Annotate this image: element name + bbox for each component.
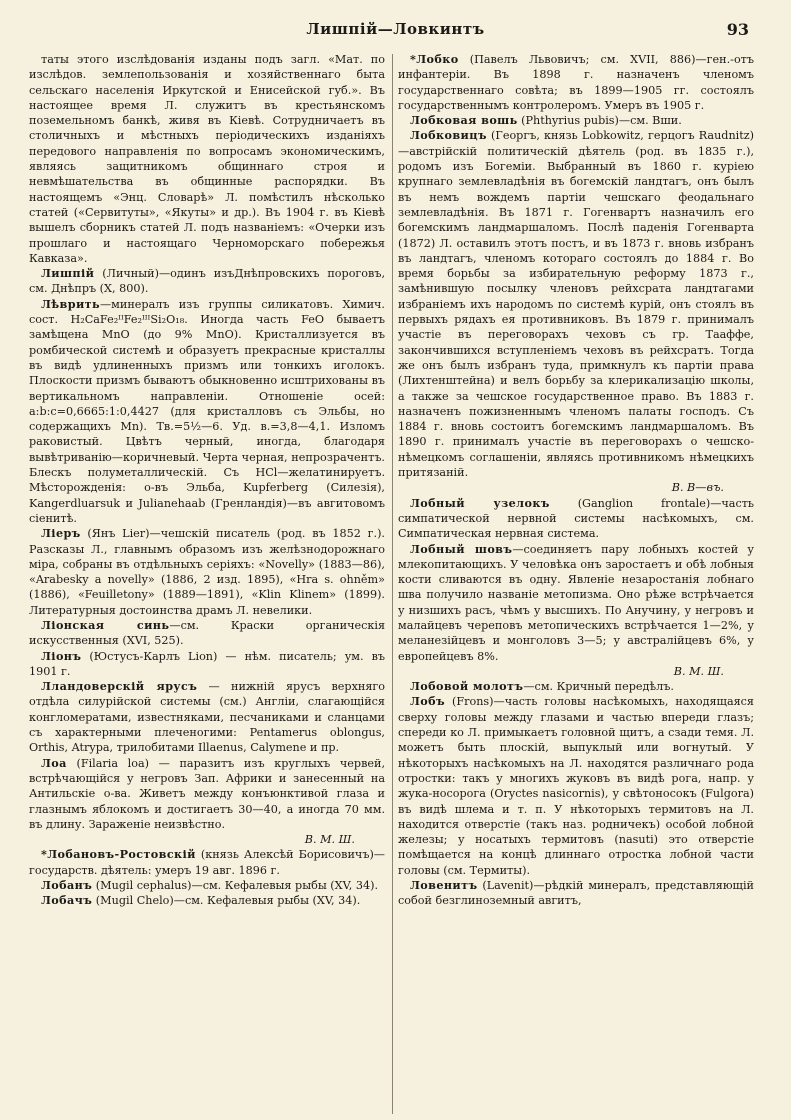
entry-text: (Личный)—одинъ изъДнѣпровскихъ пороговъ, см. Днѣпръ (X, 800). [29, 267, 385, 296]
dictionary-entry [29, 52, 385, 266]
entry-text: (Phthyrius pubis)—см. Вши. [517, 114, 682, 128]
entry-headword: *Лобко [410, 52, 459, 66]
entry-headword: Лобанъ [41, 878, 93, 893]
dictionary-entry [398, 113, 754, 128]
entry-headword: Лобачъ [41, 893, 93, 908]
column-divider [392, 54, 393, 1114]
entry-headword: *Лобановъ-Ростовскій [41, 847, 196, 862]
dictionary-entry [398, 52, 754, 113]
entry-text: (Юстусъ-Карлъ Lion) — нѣм. писатель; ум. въ 1901 г. [29, 649, 385, 678]
entry-headword: Лишпій [41, 266, 95, 281]
dictionary-entry [398, 496, 754, 542]
entry-text: —см. Краски органическія искусственныя (XVI, 525). [29, 618, 386, 648]
entry-headword: Ліеръ [41, 526, 81, 541]
entry-headword: Лобовой молотъ [410, 679, 524, 694]
dictionary-entry [29, 618, 385, 649]
entry-text: таты этого изслѣдованія изданы подъ загл. «Мат. по изслѣдов. землепользованія и хозяйственнаго быта сельскаго населенія Иркутской и Енисейской губ.». Въ настоящее время Л. служитъ въ крестьянскомъ поземельномъ банкѣ, живя въ Кіевѣ. Сотрудничаетъ въ столичныхъ и мѣстныхъ періодическихъ изданіяхъ передового направленія по вопросамъ экономическимъ, являясь защитникомъ общиннаго строя и невмѣшательства въ общинные распорядки. Въ настоящемъ «Энц. Словарѣ» Л. помѣстилъ нѣсколько статей («Сервитуты», «Якуты» и др.). Въ 1904 г. въ Кіевѣ вышелъ сборникъ статей Л. подъ названіемъ: «Очерки изъ прошлаго и настоящаго Черноморскаго побережья Кавказа». [29, 53, 385, 265]
dictionary-entry [29, 526, 385, 618]
entry-headword: Лобковая вошь [410, 113, 518, 128]
entry-text: —см. Кричный передѣлъ. [523, 680, 674, 694]
dictionary-entry [398, 878, 754, 909]
entry-text: (Mugil cephalus)—см. Кефалевыя рыбы (XV, 34). [92, 879, 379, 893]
entry-text: (князь Алексѣй Борисовичъ)—государств. дѣятель: умеръ 19 авг. 1896 г. [29, 848, 385, 877]
dictionary-entry [398, 679, 754, 694]
dictionary-entry [29, 756, 385, 832]
entry-headword: Ліонъ [41, 648, 82, 663]
dictionary-entry [398, 128, 754, 480]
left-column [29, 52, 385, 909]
entry-text: —соединяетъ пару лобныхъ костей у млекопитающихъ. У человѣка онъ заростаетъ и обѣ лобныя кости сливаются въ одну. Явленіе незаростанія лобнаго шва получило названіе метопизма. Оно рѣже встрѣчается у низшихъ расъ, чѣмъ у высшихъ. По Анучину, у негровъ и малайцевъ череповъ метопическихъ встрѣчается 1—2%, у меланезійцевъ и монголовъ 3—5; у австралійцевъ 6%, у европейцевъ 8%. [398, 542, 754, 663]
dictionary-entry [29, 847, 385, 878]
entry-text: (Frons)—часть головы насѣкомыхъ, находящаяся сверху головы между глазами и частью впереди глазъ; спереди ко Л. примыкаетъ головной щитъ, а сзади темя. Л. можетъ быть плоскій, выпуклый или вогнутый. У нѣкоторыхъ насѣкомыхъ на Л. находятся различнаго рода отростки: такъ у многихъ жуковъ въ видѣ рога, напр. у жука-носорога (Oryctes nasicornis), у свѣтоносокъ (Fulgora) въ видѣ шлема и т. п. У нѣкоторыхъ термитовъ на Л. находится отверстіе (такъ наз. родничекъ) особой лобной железы; у носатыхъ термитовъ (nasuti) это отверстіе помѣщается на концѣ длиннаго отростка лобной части головы (см. Термиты). [398, 695, 754, 877]
page-header [30, 20, 761, 44]
entry-text: —минералъ изъ группы силикатовъ. Химич. сост. H₂CaFe₂ᴵᴵFe₂ᴵᴵᴵSi₂O₁₈. Иногда часть FeO бываетъ замѣщена MnO (до 9% MnO). Кристаллизуется въ ромбической системѣ и образуетъ прекрасные кристаллы въ видѣ удлиненныхъ призмъ или тонкихъ иголокъ. Плоскости призмъ бываютъ обыкновенно исштрихованы въ вертикальномъ направленіи. Отношеніе осей: a:b:c=0,6665:1:0,4427 (для кристалловъ съ Эльбы, но содержащихъ Mn). Тв.=5½—6. Уд. в.=3,8—4,1. Изломъ раковистый. Цвѣтъ черный, иногда, благодаря вывѣтриванію—коричневый. Черта черная, непрозрачентъ. Блескъ полуметаллическій. Съ HCl—желатинируетъ. Мѣсторожденія: о-въ Эльба, Kupferberg (Силезія), Kangerdluarsuk и Julianehaab (Гренландія)—въ авгитовомъ сіенитѣ. [29, 297, 385, 525]
entry-text: (Lavenit)—рѣдкій минералъ, представляющій собой безглиноземный авгитъ, [398, 879, 754, 908]
entry-headword: Лобный шовъ [410, 541, 513, 556]
entry-headword: Лландоверскій ярусъ [41, 679, 198, 694]
entry-headword: Лоа [41, 755, 67, 770]
author-signature: В. М. Ш. [673, 664, 724, 678]
right-column [398, 52, 754, 909]
page-number: 93 [726, 20, 749, 39]
entry-text: (Янъ Lier)—чешскій писатель (род. въ 1852 г.). Разсказы Л., главнымъ образомъ изъ желѣзнодорожнаго міра, собраны въ отдѣльныхъ серіяхъ: «Novelly» (1883—86), «Arabesky a novelly» (1886, 2 изд. 1895), «Hra s. ohněm» (1886), «Feuilletony» (1889—1891), «Klin Klinem» (1899). Литературныя достоинства драмъ Л. невелики. [29, 527, 385, 617]
dictionary-entry [29, 649, 385, 680]
entry-headword: Лобковицъ [410, 128, 487, 143]
entry-text: (Mugil Chelo)—см. Кефалевыя рыбы (XV, 34). [92, 894, 361, 908]
entry-text: (Filaria loa) — паразитъ изъ круглыхъ червей, встрѣчающійся у негровъ Зап. Африки и занесенный на Антильскіе о-ва. Живетъ между конъюнктивой глаза и глазнымъ яблокомъ и достигаетъ 30—40, а иногда 70 мм. въ длину. Зараженіе неизвѣстно. [29, 756, 385, 831]
dictionary-entry [398, 694, 754, 878]
entry-headword: Ловенитъ [410, 878, 478, 893]
entry-headword: Лобъ [410, 694, 445, 709]
entry-headword: Ліонская синь [41, 617, 170, 632]
entry-text: (Павелъ Львовичъ; см. XVII, 886)—ген.-отъ инфантеріи. Въ 1898 г. назначенъ членомъ государственнаго совѣта; въ 1899—1905 гг. состоялъ государственнымъ контролеромъ. Умеръ въ 1905 г. [398, 53, 754, 112]
dictionary-entry [29, 297, 385, 526]
author-signature: В. М. Ш. [304, 833, 355, 847]
dictionary-entry [29, 679, 385, 755]
entry-headword: Лѣврить [41, 296, 100, 311]
entry-text: — нижній ярусъ верхняго отдѣла силурійской системы (см.) Англіи, слагающійся конгломератами, известняками, песчаниками и сланцами съ характерными плеченогими: Pentamerus oblongus, Orthis, Atrypa, трилобитами Illaenus, Calymene и пр. [29, 680, 385, 755]
running-title: Лишпій—Ловкинтъ [306, 20, 485, 38]
dictionary-entry [29, 878, 385, 893]
dictionary-entry [398, 542, 754, 664]
dictionary-entry [29, 266, 385, 297]
entry-text: (Ganglion frontale)—часть симпатической нервной системы насѣкомыхъ, см. Симпатическая нервная система. [398, 496, 754, 541]
entry-headword: Лобный узелокъ [410, 495, 550, 510]
dictionary-entry [29, 893, 385, 908]
entry-text: (Георгъ, князь Lobkowitz, герцогъ Raudnitz)—австрійскій политическій дѣятель (род. въ 1835 г.), родомъ изъ Богеміи. Выбранный въ 1860 г. куріею крупнаго землевладѣнія въ богемскій ландтагъ, онъ былъ въ немъ вождемъ партіи чешскаго феодальнаго землевладѣнія. Въ 1871 г. Гогенвартъ назначилъ его богемскимъ ландмаршаломъ. Послѣ паденія Гогенварта (1872) Л. оставилъ этотъ постъ, и въ 1873 г. вновь избранъ въ ландтагъ, членомъ котораго состоялъ до 1884 г. Во время борьбы за избирательную реформу 1873 г., замѣнившую посылку членовъ рейхсрата ландтагами избраніемъ ихъ народомъ по системѣ курій, онъ стоялъ въ первыхъ рядахъ ея противниковъ. Въ 1879 г. принималъ участіе въ переговорахъ чеховъ съ гр. Тааффе, закончившихся вступленіемъ чеховъ въ рейхсратъ. Тогда же онъ былъ избранъ туда, примкнулъ къ партіи права (Лихтенштейна) и велъ борьбу за клерикализацію школы, а также за чешское государственное право. Въ 1883 г. назначенъ пожизненнымъ членомъ палаты господъ. Съ 1884 г. вновь состоитъ богемскимъ ландмаршаломъ. Въ 1890 г. принималъ участіе въ переговорахъ о чешско-нѣмецкомъ соглашеніи, являясь противникомъ нѣмецкихъ притязаній. [398, 129, 754, 480]
author-signature: В. В—въ. [671, 481, 724, 495]
